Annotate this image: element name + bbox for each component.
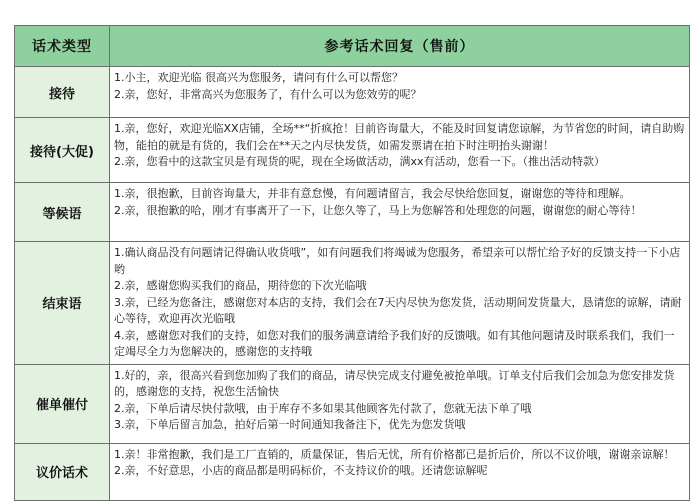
row-script <box>110 118 690 183</box>
script-line: 3.亲，已经为您备注，感谢您对本店的支持，我们会在7天内尽快为您发货，活动期间发货量大，恳请您的谅解，请耐心等待，欢迎再次光临哦 <box>114 295 682 325</box>
header-type: 话术类型 <box>15 26 110 67</box>
script-line: 1.亲，您好，欢迎光临XX店铺，全场**“折疯抢！目前咨询量大，不能及时回复请您谅解，为节省您的时间，请自助购物，能拍的就是有货的，我们会在**天之内尽快发货，如需发票请在拍下时注明抬头谢谢！ <box>114 122 685 152</box>
script-line: 1.好的，亲，很高兴看到您加购了我们的商品，请尽快完成支付避免被抢单哦。订单支付后我们会加急为您安排发货的，感谢您的支持，祝您生活愉快 <box>114 368 675 398</box>
script-line: 2.亲，下单后请尽快付款哦，由于库存不多如果其他顾客先付款了，您就无法下单了哦 <box>114 401 532 415</box>
script-line: 1.小主，欢迎光临 很高兴为您服务，请问有什么可以帮您？ <box>114 71 403 84</box>
table-row <box>15 67 690 118</box>
table-row <box>15 118 690 183</box>
script-line: 1.确认商品没有问题请记得确认收货哦”，如有问题我们将竭诚为您服务，希望亲可以帮忙给予好的反馈支持一下小店哟 <box>114 246 681 276</box>
script-line: 2.亲，很抱歉的哈，刚才有事离开了一下，让您久等了，马上为您解答和处理您的问题，谢谢您的耐心等待！ <box>114 203 642 217</box>
table-row <box>15 364 690 443</box>
row-script <box>110 242 690 365</box>
script-line: 2.亲，您好，非常高兴为您服务了，有什么可以为您效劳的呢？ <box>114 87 422 101</box>
script-line: 3.亲，下单后留言加急，拍好后第一时间通知我备注下，优先为您发货哦 <box>114 418 466 431</box>
script-line: 1.亲，很抱歉，目前咨询量大，并非有意怠慢，有问题请留言，我会尽快给您回复，谢谢您的等待和理解。 <box>114 187 631 200</box>
script-line: 4.亲，感谢您对我们的支持，如您对我们的服务满意请给予我们好的反馈哦。如有其他问题请及时联系我们，我们一定竭尽全力为您解决的，感谢您的支持哦 <box>114 328 675 358</box>
table-row <box>15 443 690 500</box>
sales-script-table <box>14 25 690 501</box>
row-script <box>110 183 690 242</box>
row-type: 催单催付 <box>15 364 110 443</box>
row-script <box>110 364 690 443</box>
row-type: 接待(大促) <box>15 118 110 183</box>
script-line: 2.亲，您看中的这款宝贝是有现货的呢，现在全场做活动，满xx有活动，您看一下。（推出活动特款） <box>114 155 606 168</box>
row-script <box>110 443 690 500</box>
script-line: 2.亲，不好意思，小店的商品都是明码标价，不支持议价的哦。还请您谅解呢 <box>114 464 488 477</box>
script-line: 2.亲，感谢您购买我们的商品，期待您的下次光临哦 <box>114 279 367 292</box>
table-row <box>15 242 690 365</box>
row-type: 接待 <box>15 67 110 118</box>
row-type: 等候语 <box>15 183 110 242</box>
table-header-row <box>15 26 690 67</box>
script-line: 1.亲！非常抱歉，我们是工厂直销的，质量保证，售后无忧，所有价格都已是折后价，所以不议价哦，谢谢亲谅解！ <box>114 447 675 461</box>
table-row <box>15 183 690 242</box>
row-script <box>110 67 690 118</box>
row-type: 结束语 <box>15 242 110 365</box>
row-type: 议价话术 <box>15 443 110 500</box>
header-script: 参考话术回复（售前） <box>110 26 690 67</box>
